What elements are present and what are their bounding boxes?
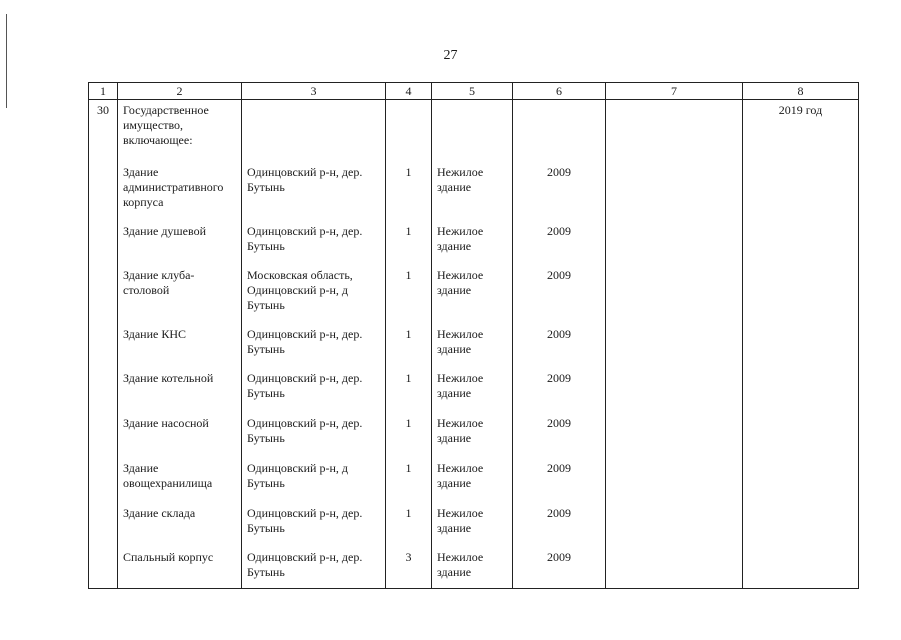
table-cell [743, 461, 859, 506]
property-address: Одинцовский р-н, дер. Бутынь [242, 224, 386, 268]
property-year: 2009 [513, 268, 606, 327]
table-cell [743, 506, 859, 550]
table-cell [89, 506, 118, 550]
table-cell [89, 327, 118, 371]
property-year: 2009 [513, 461, 606, 506]
column-header-7: 7 [606, 83, 743, 100]
column-header-1: 1 [89, 83, 118, 100]
group-year-note: 2019 год [743, 100, 859, 166]
property-year: 2009 [513, 165, 606, 224]
property-address: Одинцовский р-н, дер. Бутынь [242, 416, 386, 461]
table-cell [242, 100, 386, 166]
table-row [89, 268, 859, 327]
column-header-5: 5 [432, 83, 513, 100]
table-cell [89, 461, 118, 506]
property-quantity: 1 [386, 461, 432, 506]
table-cell [89, 371, 118, 416]
property-type: Нежилое здание [432, 224, 513, 268]
table-cell [606, 506, 743, 550]
table-row [89, 327, 859, 371]
table-row [89, 224, 859, 268]
property-address: Московская область, Одинцовский р-н, д Бутынь [242, 268, 386, 327]
table-row [89, 550, 859, 589]
table-cell [606, 268, 743, 327]
column-header-3: 3 [242, 83, 386, 100]
table-cell [606, 224, 743, 268]
table-cell [386, 100, 432, 166]
property-address: Одинцовский р-н, д Бутынь [242, 461, 386, 506]
table-cell [743, 165, 859, 224]
table-row [89, 506, 859, 550]
property-year: 2009 [513, 224, 606, 268]
property-type: Нежилое здание [432, 327, 513, 371]
column-header-2: 2 [118, 83, 242, 100]
table-cell [743, 371, 859, 416]
page-number: 27 [443, 48, 458, 63]
property-name: Здание котельной [118, 371, 242, 416]
property-quantity: 1 [386, 327, 432, 371]
table-cell [606, 461, 743, 506]
property-quantity: 3 [386, 550, 432, 589]
property-name: Здание овощехранилища [118, 461, 242, 506]
table-cell [513, 100, 606, 166]
property-address: Одинцовский р-н, дер. Бутынь [242, 506, 386, 550]
property-table [88, 82, 859, 589]
property-address: Одинцовский р-н, дер. Бутынь [242, 371, 386, 416]
table-cell [606, 165, 743, 224]
table-cell [606, 416, 743, 461]
table-row [89, 416, 859, 461]
property-name: Здание клуба-столовой [118, 268, 242, 327]
table-cell [606, 327, 743, 371]
header-row [89, 83, 859, 100]
table-cell [89, 268, 118, 327]
property-quantity: 1 [386, 165, 432, 224]
property-quantity: 1 [386, 371, 432, 416]
property-name: Здание административного корпуса [118, 165, 242, 224]
property-quantity: 1 [386, 416, 432, 461]
property-type: Нежилое здание [432, 461, 513, 506]
property-year: 2009 [513, 416, 606, 461]
property-quantity: 1 [386, 268, 432, 327]
group-row [89, 100, 859, 166]
property-type: Нежилое здание [432, 371, 513, 416]
group-number: 30 [89, 100, 118, 166]
table-cell [606, 550, 743, 589]
table-cell [743, 224, 859, 268]
property-name: Здание склада [118, 506, 242, 550]
property-quantity: 1 [386, 224, 432, 268]
column-header-6: 6 [513, 83, 606, 100]
table-row [89, 165, 859, 224]
property-year: 2009 [513, 550, 606, 589]
property-year: 2009 [513, 371, 606, 416]
property-type: Нежилое здание [432, 506, 513, 550]
property-name: Здание душевой [118, 224, 242, 268]
table-cell [743, 327, 859, 371]
table-cell [89, 165, 118, 224]
column-header-4: 4 [386, 83, 432, 100]
table-cell [89, 224, 118, 268]
property-name: Здание насосной [118, 416, 242, 461]
property-name: Спальный корпус [118, 550, 242, 589]
property-address: Одинцовский р-н, дер. Бутынь [242, 165, 386, 224]
table-row [89, 461, 859, 506]
property-address: Одинцовский р-н, дер. Бутынь [242, 550, 386, 589]
property-year: 2009 [513, 327, 606, 371]
table-cell [89, 550, 118, 589]
table-cell [432, 100, 513, 166]
property-type: Нежилое здание [432, 416, 513, 461]
property-type: Нежилое здание [432, 165, 513, 224]
table-cell [89, 416, 118, 461]
table-row [89, 371, 859, 416]
column-header-8: 8 [743, 83, 859, 100]
property-type: Нежилое здание [432, 268, 513, 327]
table-cell [743, 550, 859, 589]
property-address: Одинцовский р-н, дер. Бутынь [242, 327, 386, 371]
table-cell [606, 100, 743, 166]
group-name: Государственное имущество, включающее: [118, 100, 242, 166]
property-type: Нежилое здание [432, 550, 513, 589]
property-name: Здание КНС [118, 327, 242, 371]
property-year: 2009 [513, 506, 606, 550]
table-cell [606, 371, 743, 416]
table-cell [743, 268, 859, 327]
table-cell [743, 416, 859, 461]
property-quantity: 1 [386, 506, 432, 550]
